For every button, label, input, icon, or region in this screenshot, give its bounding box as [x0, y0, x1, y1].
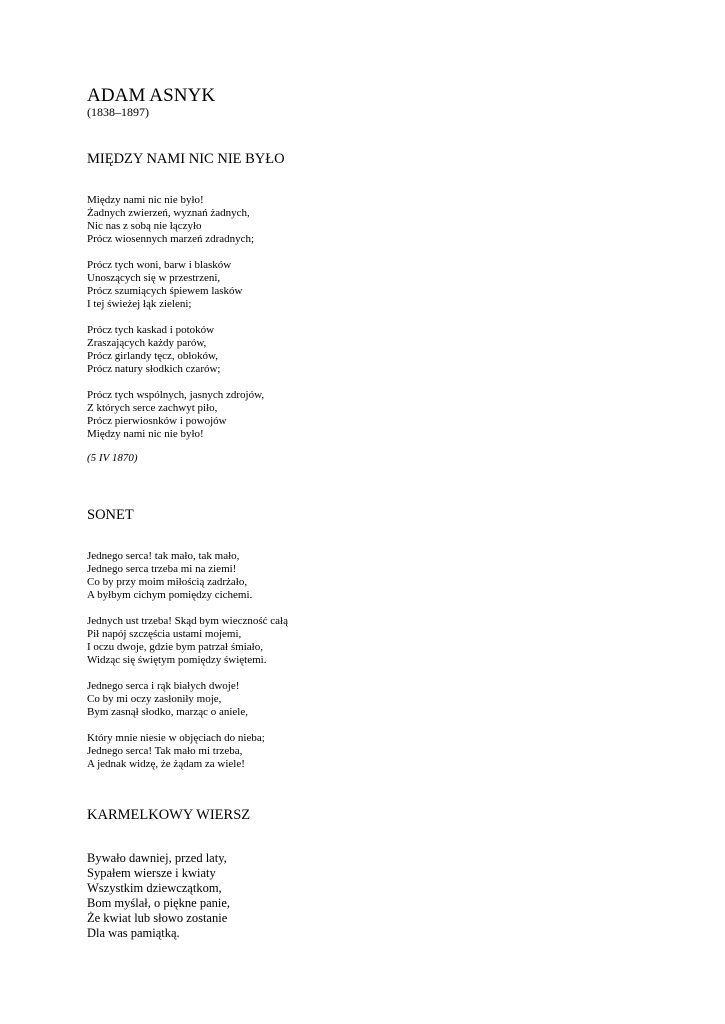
poem-line: Co by mi oczy zasłoniły moje, [87, 693, 222, 705]
poem-body [87, 550, 288, 771]
poem-line: Bym zasnął słodko, marząc o aniele, [87, 706, 248, 718]
poem-line: Bom myślał, o piękne panie, [87, 896, 231, 910]
poem-line: Prócz wiosennych marzeń zdradnych; [87, 233, 255, 245]
poem-title: KARMELKOWY WIERSZ [87, 807, 251, 823]
poem-line: Prócz girlandy tęcz, obłoków, [87, 350, 218, 362]
poem-line: Pił napój szczęścia ustami mojemi, [87, 628, 242, 640]
poem-line: Żadnych zwierzeń, wyznań żadnych, [87, 207, 250, 219]
poem-line: Prócz szumiących śpiewem lasków [87, 285, 243, 297]
poem-line: Jednego serca! Tak mało mi trzeba, [87, 745, 243, 757]
poem-line: Prócz pierwiosnków i powojów [87, 415, 227, 427]
poem-body [87, 851, 230, 941]
poem-line: Dla was pamiątką. [87, 926, 180, 940]
poem-title: SONET [87, 507, 134, 523]
stanza [87, 615, 288, 667]
poem-line: Między nami nic nie było! [87, 194, 204, 206]
author-years: (1838–1897) [87, 105, 149, 119]
poem-line: Nic nas z sobą nie łączyło [87, 220, 202, 232]
poem-title: MIĘDZY NAMI NIC NIE BYŁO [87, 151, 285, 167]
stanza [87, 851, 230, 941]
stanza [87, 324, 264, 376]
poem-line: Bywało dawniej, przed laty, [87, 851, 227, 865]
poem-line: Prócz tych wspólnych, jasnych zdrojów, [87, 389, 265, 401]
author-name: ADAM ASNYK [87, 85, 216, 106]
poem-line: Prócz tych woni, barw i blasków [87, 259, 232, 271]
poem-line: I tej świeżej łąk zieleni; [87, 298, 192, 310]
stanza [87, 550, 288, 602]
poem-line: Między nami nic nie było! [87, 428, 204, 440]
poem-line: Widząc się świętym pomiędzy świętemi. [87, 654, 267, 666]
poem-line: Jednego serca i rąk białych dwoje! [87, 680, 240, 692]
poem-line: Jednego serca! tak mało, tak mało, [87, 550, 240, 562]
poem-line: Wszystkim dziewczątkom, [87, 881, 222, 895]
poem-line: Co by przy moim miłością zadrżało, [87, 576, 248, 588]
poem-line: Który mnie niesie w objęciach do nieba; [87, 732, 265, 744]
poem-line: Zraszających każdy parów, [87, 337, 207, 349]
poem-line: Prócz tych kaskad i potoków [87, 324, 215, 336]
poem-line: Z których serce zachwyt piło, [87, 402, 218, 414]
stanza [87, 680, 288, 719]
poem-body [87, 194, 264, 441]
stanza [87, 732, 288, 771]
stanza [87, 194, 264, 246]
poem-line: Prócz natury słodkich czarów; [87, 363, 221, 375]
poem-line: A jednak widzę, że żądam za wiele! [87, 758, 245, 770]
poem-line: Jednych ust trzeba! Skąd bym wieczność całą [87, 615, 288, 627]
stanza [87, 259, 264, 311]
poem-line: Unoszących się w przestrzeni, [87, 272, 221, 284]
poem-line: Że kwiat lub słowo zostanie [87, 911, 228, 925]
poem-line: A byłbym cichym pomiędzy cichemi. [87, 589, 253, 601]
poem-line: Jednego serca trzeba mi na ziemi! [87, 563, 237, 575]
stanza [87, 389, 264, 441]
poem-line: I oczu dwoje, gdzie bym patrzał śmiało, [87, 641, 263, 653]
poem-line: Sypałem wiersze i kwiaty [87, 866, 216, 880]
poem-date: (5 IV 1870) [87, 452, 138, 464]
